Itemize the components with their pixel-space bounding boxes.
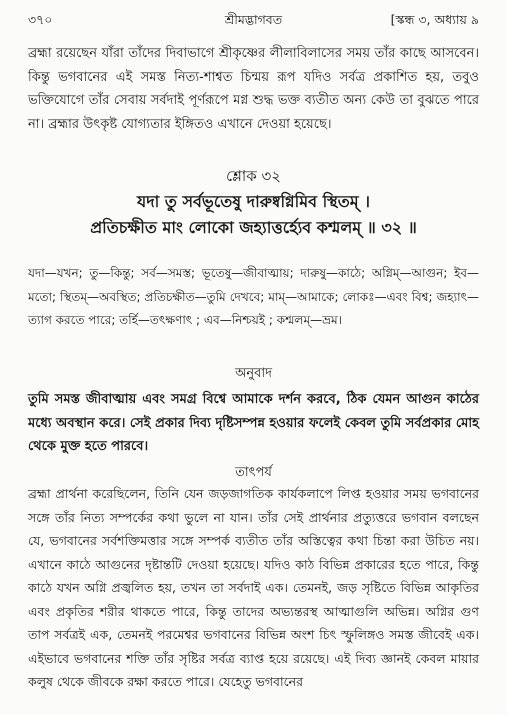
synonyms-paragraph: যদা—যখন; তু—কিন্তু; সর্ব—সমস্ত; ভূতেষু—জীবাত্মায়; দারুষু—কাঠে; অগ্নিম্‌—আগুন; ইব—মতো; স্থিতম্‌—অবস্থিত; প্রতিচক্ষীত—তুমি দেখবে; মাম্‌—আমাকে; লোকঃ—এবং বিশ্ব; জহ্যাৎ—ত্যাগ করতে পারে; তর্হি—তৎক্ষণাৎ ; এব—নিশ্চয়ই ; কশ্মলম্‌—ভ্রম। bbox=[28, 266, 479, 327]
verse-line-1: যদা তু সর্বভূতেষু দারুষ্বগ্নিমিব স্থিতম্‌ । bbox=[137, 192, 370, 211]
running-title: শ্রীমদ্ভাগবত bbox=[224, 12, 283, 27]
translation-text: তুমি সমস্ত জীবাত্মায় এবং সমগ্র বিশ্বে আমাকে দর্শন করবে, ঠিক যেমন আগুন কাঠের মধ্যে অবস্থান করে। সেই প্রকার দিব্য দৃষ্টিসম্পন্ন হওয়ার ফলেই কেবল তুমি সর্বপ্রকার মোহ থেকে মুক্ত হতে পারবে। bbox=[28, 392, 479, 454]
verse-line-2: প্রতিচক্ষীত মাং লোকো জহ্যাত্তর্হ্যেব কশ্মলম্‌ ॥ ৩২ ॥ bbox=[90, 218, 417, 237]
translation-heading: অনুবাদ bbox=[235, 366, 272, 381]
intro-paragraph: ব্রহ্মা রয়েছেন যাঁরা তাঁদের দিবাভাগে শ্রীকৃষ্ণের লীলাবিলাসের সময় তাঁর কাছে আসবেন। কিন্তু ভগবানের এই সমস্ত নিত্য-শাশ্বত চিন্ময় রূপ যদিও সর্বত্র প্রকাশিত হয়, তবুও ভক্তিযোগে তাঁর সেবায় সর্বদাই পূর্ণরূপে মগ্ন শুদ্ধ ভক্ত ব্যতীত অন্য কেউ তা বুঝতে পারে না। ব্রহ্মার উৎকৃষ্ট যোগ্যতার ইঙ্গিতও এখানে দেওয়া হয়েছে। bbox=[28, 46, 479, 132]
chapter-reference: [স্কন্ধ ৩, অধ্যায় ৯ bbox=[390, 12, 479, 27]
page-header bbox=[28, 12, 479, 32]
purport-heading: তাৎপর্য bbox=[235, 465, 272, 480]
verse-heading: শ্লোক ৩২ bbox=[226, 167, 281, 185]
page-number: ৩৭০ bbox=[28, 12, 53, 27]
purport-text: ব্রহ্মা প্রার্থনা করেছিলেন, তিনি যেন জড়জাগতিক কার্যকলাপে লিপ্ত হওয়ার সময় ভগবানের সঙ্গে তাঁর নিত্য সম্পর্কের কথা ভুলে না যান। তাঁর সেই প্রার্থনার প্রত্যুত্তরে ভগবান বলছেন যে, ভগবানের সর্বশক্তিমত্তার সঙ্গে সম্পর্ক ব্যতীত তাঁর অস্তিত্বের কথা চিন্তা করা উচিত নয়। এখানে কাঠে আগুনের দৃষ্টান্তটি দেওয়া হয়েছে। যদিও কাঠ বিভিন্ন প্রকারের হতে পারে, কিন্তু কাঠে যখন অগ্নি প্রজ্বলিত হয়, তখন তা সর্বদাই এক। তেমনই, জড় সৃষ্টিতে বিভিন্ন আকৃতির এবং প্রকৃতির শরীর থাকতে পারে, কিন্তু তাদের অভ্যন্তরস্থ আত্মাগুলি অভিন্ন। অগ্নির গুণ তাপ সর্বত্রই এক, তেমনই পরমেশ্বর ভগবানের বিভিন্ন অংশ চিৎ স্ফুলিঙ্গও সমস্ত জীবেই এক। এইভাবে ভগবানের শক্তি তাঁর সৃষ্টির সর্বত্র ব্যাপ্ত হয়ে রয়েছে। এই দিব্য জ্ঞানই কেবল মায়ার কলুষ থেকে জীবকে রক্ষা করতে পারে। যেহেতু ভগবানের bbox=[28, 486, 479, 689]
